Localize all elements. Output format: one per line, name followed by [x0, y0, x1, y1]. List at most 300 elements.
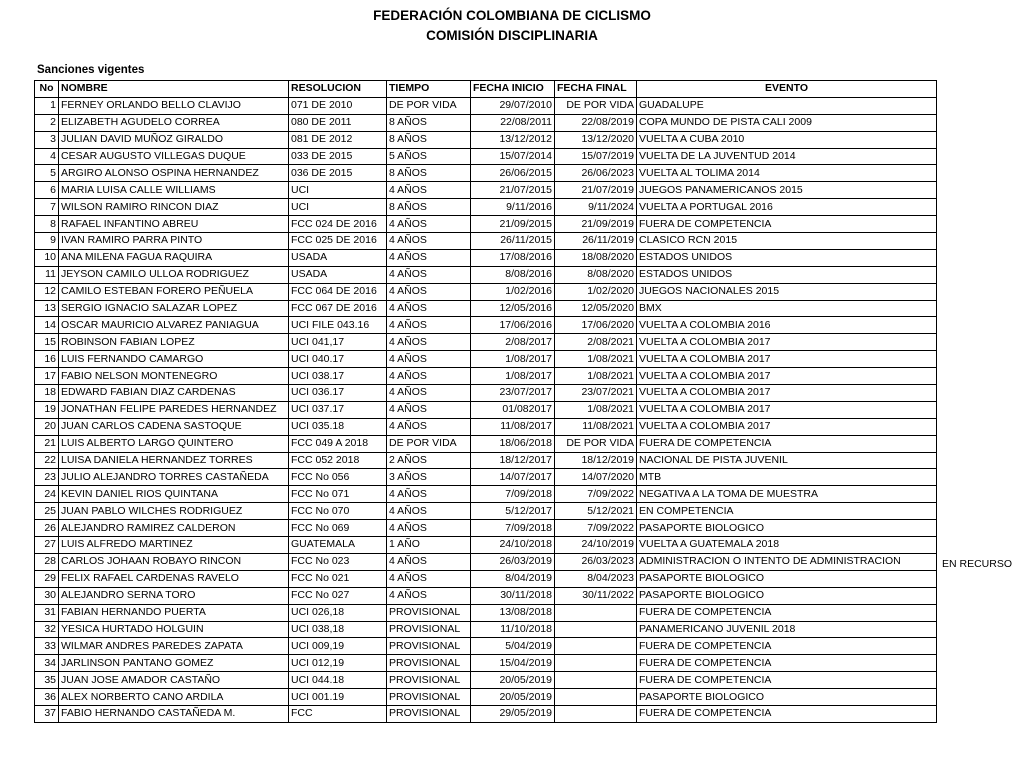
cell-resolution: FCC 025 DE 2016: [289, 233, 387, 250]
cell-end-date: [555, 621, 637, 638]
cell-resolution: FCC No 071: [289, 486, 387, 503]
cell-athlete-name: LUISA DANIELA HERNANDEZ TORRES: [59, 452, 289, 469]
appeal-note: EN RECURSO: [942, 558, 1013, 570]
cell-resolution: FCC 064 DE 2016: [289, 283, 387, 300]
cell-row-number: 24: [35, 486, 59, 503]
cell-athlete-name: JEYSON CAMILO ULLOA RODRIGUEZ: [59, 266, 289, 283]
cell-resolution: UCI 012,19: [289, 655, 387, 672]
cell-end-date: 24/10/2019: [555, 537, 637, 554]
cell-athlete-name: LUIS ALBERTO LARGO QUINTERO: [59, 435, 289, 452]
cell-start-date: 26/11/2015: [471, 233, 555, 250]
cell-event: CLASICO RCN 2015: [637, 233, 937, 250]
cell-resolution: 081 DE 2012: [289, 131, 387, 148]
cell-resolution: UCI 038.17: [289, 368, 387, 385]
cell-row-number: 32: [35, 621, 59, 638]
cell-resolution: FCC 049 A 2018: [289, 435, 387, 452]
cell-row-number: 21: [35, 435, 59, 452]
table-row: [35, 638, 937, 655]
cell-end-date: [555, 655, 637, 672]
document-title: FEDERACIÓN COLOMBIANA DE CICLISMO: [373, 8, 651, 23]
cell-end-date: 17/06/2020: [555, 317, 637, 334]
cell-resolution: FCC No 021: [289, 570, 387, 587]
cell-athlete-name: JARLINSON PANTANO GOMEZ: [59, 655, 289, 672]
cell-event: VUELTA DE LA JUVENTUD 2014: [637, 148, 937, 165]
cell-start-date: 21/07/2015: [471, 182, 555, 199]
cell-end-date: 26/06/2023: [555, 165, 637, 182]
table-row: [35, 266, 937, 283]
cell-event: JUEGOS NACIONALES 2015: [637, 283, 937, 300]
cell-sanction-time: PROVISIONAL: [387, 604, 471, 621]
cell-end-date: 12/05/2020: [555, 300, 637, 317]
cell-start-date: 01/082017: [471, 401, 555, 418]
cell-end-date: 8/04/2023: [555, 570, 637, 587]
cell-start-date: 17/06/2016: [471, 317, 555, 334]
cell-row-number: 11: [35, 266, 59, 283]
column-header-fecha-final: FECHA FINAL: [555, 81, 637, 98]
section-heading: Sanciones vigentes: [37, 64, 145, 76]
cell-athlete-name: FERNEY ORLANDO BELLO CLAVIJO: [59, 97, 289, 114]
cell-athlete-name: LUIS FERNANDO CAMARGO: [59, 351, 289, 368]
cell-event: FUERA DE COMPETENCIA: [637, 655, 937, 672]
cell-athlete-name: ROBINSON FABIAN LOPEZ: [59, 334, 289, 351]
table-row: [35, 300, 937, 317]
cell-start-date: 24/10/2018: [471, 537, 555, 554]
cell-start-date: 7/09/2018: [471, 486, 555, 503]
cell-event: FUERA DE COMPETENCIA: [637, 604, 937, 621]
cell-sanction-time: 4 AÑOS: [387, 486, 471, 503]
cell-event: VUELTA A COLOMBIA 2017: [637, 351, 937, 368]
cell-resolution: FCC No 027: [289, 587, 387, 604]
column-header-nombre: NOMBRE: [59, 81, 289, 98]
cell-end-date: [555, 672, 637, 689]
cell-event: VUELTA A COLOMBIA 2017: [637, 385, 937, 402]
table-row: [35, 216, 937, 233]
cell-start-date: 20/05/2019: [471, 672, 555, 689]
cell-event: NEGATIVA A LA TOMA DE MUESTRA: [637, 486, 937, 503]
column-header-evento: EVENTO: [637, 81, 937, 98]
cell-event: VUELTA A PORTUGAL 2016: [637, 199, 937, 216]
cell-start-date: 15/04/2019: [471, 655, 555, 672]
cell-sanction-time: 4 AÑOS: [387, 351, 471, 368]
column-header-tiempo: TIEMPO: [387, 81, 471, 98]
cell-start-date: 13/08/2018: [471, 604, 555, 621]
cell-athlete-name: ALEJANDRO RAMIREZ CALDERON: [59, 520, 289, 537]
table-row: [35, 570, 937, 587]
cell-sanction-time: 8 AÑOS: [387, 131, 471, 148]
cell-event: FUERA DE COMPETENCIA: [637, 705, 937, 722]
cell-end-date: 7/09/2022: [555, 520, 637, 537]
cell-athlete-name: FELIX RAFAEL CARDENAS RAVELO: [59, 570, 289, 587]
cell-start-date: 2/08/2017: [471, 334, 555, 351]
cell-row-number: 3: [35, 131, 59, 148]
table-row: [35, 385, 937, 402]
cell-end-date: 2/08/2021: [555, 334, 637, 351]
cell-resolution: UCI 026,18: [289, 604, 387, 621]
cell-row-number: 37: [35, 705, 59, 722]
table-row: [35, 537, 937, 554]
cell-start-date: 26/03/2019: [471, 553, 555, 570]
cell-athlete-name: EDWARD FABIAN DIAZ CARDENAS: [59, 385, 289, 402]
table-row: [35, 249, 937, 266]
table-row: [35, 553, 937, 570]
cell-resolution: UCI 044.18: [289, 672, 387, 689]
cell-start-date: 7/09/2018: [471, 520, 555, 537]
cell-start-date: 12/05/2016: [471, 300, 555, 317]
cell-sanction-time: 4 AÑOS: [387, 401, 471, 418]
cell-row-number: 1: [35, 97, 59, 114]
cell-resolution: 080 DE 2011: [289, 114, 387, 131]
cell-start-date: 13/12/2012: [471, 131, 555, 148]
sanctions-table: [34, 80, 937, 723]
table-row: [35, 97, 937, 114]
cell-start-date: 5/04/2019: [471, 638, 555, 655]
cell-event: COPA MUNDO DE PISTA CALI 2009: [637, 114, 937, 131]
table-row: [35, 689, 937, 706]
cell-sanction-time: 4 AÑOS: [387, 334, 471, 351]
column-header-no: No: [35, 81, 59, 98]
cell-athlete-name: OSCAR MAURICIO ALVAREZ PANIAGUA: [59, 317, 289, 334]
document-subtitle: COMISIÓN DISCIPLINARIA: [426, 28, 598, 43]
cell-row-number: 6: [35, 182, 59, 199]
cell-end-date: 11/08/2021: [555, 418, 637, 435]
cell-athlete-name: ALEX NORBERTO CANO ARDILA: [59, 689, 289, 706]
cell-end-date: [555, 705, 637, 722]
cell-athlete-name: YESICA HURTADO HOLGUIN: [59, 621, 289, 638]
cell-row-number: 2: [35, 114, 59, 131]
cell-end-date: 14/07/2020: [555, 469, 637, 486]
cell-start-date: 1/08/2017: [471, 368, 555, 385]
cell-resolution: UCI 041,17: [289, 334, 387, 351]
table-row: [35, 520, 937, 537]
cell-resolution: UCI 035.18: [289, 418, 387, 435]
cell-event: FUERA DE COMPETENCIA: [637, 216, 937, 233]
cell-event: EN COMPETENCIA: [637, 503, 937, 520]
cell-start-date: 21/09/2015: [471, 216, 555, 233]
cell-event: VUELTA A COLOMBIA 2016: [637, 317, 937, 334]
cell-row-number: 5: [35, 165, 59, 182]
cell-sanction-time: 4 AÑOS: [387, 283, 471, 300]
cell-athlete-name: LUIS ALFREDO MARTINEZ: [59, 537, 289, 554]
cell-start-date: 9/11/2016: [471, 199, 555, 216]
cell-end-date: 26/03/2023: [555, 553, 637, 570]
table-row: [35, 182, 937, 199]
cell-sanction-time: PROVISIONAL: [387, 672, 471, 689]
cell-resolution: FCC 024 DE 2016: [289, 216, 387, 233]
cell-sanction-time: PROVISIONAL: [387, 638, 471, 655]
cell-row-number: 34: [35, 655, 59, 672]
cell-end-date: 22/08/2019: [555, 114, 637, 131]
cell-sanction-time: 4 AÑOS: [387, 553, 471, 570]
cell-row-number: 22: [35, 452, 59, 469]
table-row: [35, 131, 937, 148]
table-row: [35, 655, 937, 672]
cell-athlete-name: FABIAN HERNANDO PUERTA: [59, 604, 289, 621]
cell-athlete-name: JULIO ALEJANDRO TORRES CASTAÑEDA: [59, 469, 289, 486]
cell-sanction-time: 4 AÑOS: [387, 368, 471, 385]
cell-start-date: 18/12/2017: [471, 452, 555, 469]
cell-sanction-time: 4 AÑOS: [387, 503, 471, 520]
cell-sanction-time: DE POR VIDA: [387, 435, 471, 452]
table-row: [35, 604, 937, 621]
cell-end-date: [555, 689, 637, 706]
cell-start-date: 29/05/2019: [471, 705, 555, 722]
table-row: [35, 469, 937, 486]
cell-start-date: 5/12/2017: [471, 503, 555, 520]
table-row: [35, 401, 937, 418]
cell-row-number: 29: [35, 570, 59, 587]
cell-row-number: 25: [35, 503, 59, 520]
cell-resolution: GUATEMALA: [289, 537, 387, 554]
cell-event: VUELTA A COLOMBIA 2017: [637, 401, 937, 418]
table-header-row: [35, 81, 937, 98]
cell-athlete-name: FABIO HERNANDO CASTAÑEDA M.: [59, 705, 289, 722]
cell-sanction-time: PROVISIONAL: [387, 655, 471, 672]
cell-event: NACIONAL DE PISTA JUVENIL: [637, 452, 937, 469]
cell-end-date: [555, 604, 637, 621]
cell-row-number: 20: [35, 418, 59, 435]
cell-athlete-name: WILMAR ANDRES PAREDES ZAPATA: [59, 638, 289, 655]
cell-athlete-name: ELIZABETH AGUDELO CORREA: [59, 114, 289, 131]
cell-resolution: 036 DE 2015: [289, 165, 387, 182]
cell-resolution: UCI: [289, 182, 387, 199]
cell-end-date: 18/08/2020: [555, 249, 637, 266]
cell-row-number: 7: [35, 199, 59, 216]
cell-event: FUERA DE COMPETENCIA: [637, 638, 937, 655]
cell-row-number: 35: [35, 672, 59, 689]
cell-start-date: 1/02/2016: [471, 283, 555, 300]
cell-row-number: 16: [35, 351, 59, 368]
cell-sanction-time: 4 AÑOS: [387, 385, 471, 402]
cell-athlete-name: JONATHAN FELIPE PAREDES HERNANDEZ: [59, 401, 289, 418]
table-row: [35, 418, 937, 435]
cell-event: PASAPORTE BIOLOGICO: [637, 570, 937, 587]
cell-event: GUADALUPE: [637, 97, 937, 114]
cell-start-date: 11/08/2017: [471, 418, 555, 435]
table-row: [35, 621, 937, 638]
cell-sanction-time: 4 AÑOS: [387, 520, 471, 537]
cell-resolution: UCI FILE 043.16: [289, 317, 387, 334]
cell-resolution: FCC No 056: [289, 469, 387, 486]
cell-event: PASAPORTE BIOLOGICO: [637, 587, 937, 604]
cell-event: VUELTA A COLOMBIA 2017: [637, 368, 937, 385]
cell-row-number: 26: [35, 520, 59, 537]
cell-end-date: 21/07/2019: [555, 182, 637, 199]
cell-start-date: 15/07/2014: [471, 148, 555, 165]
table-row: [35, 435, 937, 452]
table-row: [35, 587, 937, 604]
cell-row-number: 4: [35, 148, 59, 165]
cell-resolution: UCI 037.17: [289, 401, 387, 418]
cell-resolution: FCC No 023: [289, 553, 387, 570]
cell-end-date: 30/11/2022: [555, 587, 637, 604]
cell-sanction-time: 3 AÑOS: [387, 469, 471, 486]
cell-event: VUELTA AL TOLIMA 2014: [637, 165, 937, 182]
cell-row-number: 31: [35, 604, 59, 621]
cell-athlete-name: RAFAEL INFANTINO ABREU: [59, 216, 289, 233]
cell-end-date: 26/11/2019: [555, 233, 637, 250]
cell-event: VUELTA A COLOMBIA 2017: [637, 418, 937, 435]
cell-row-number: 14: [35, 317, 59, 334]
cell-sanction-time: 2 AÑOS: [387, 452, 471, 469]
cell-sanction-time: 4 AÑOS: [387, 317, 471, 334]
cell-end-date: 15/07/2019: [555, 148, 637, 165]
table-row: [35, 672, 937, 689]
cell-sanction-time: 4 AÑOS: [387, 418, 471, 435]
cell-end-date: 1/08/2021: [555, 401, 637, 418]
cell-resolution: UCI: [289, 199, 387, 216]
cell-sanction-time: 1 AÑO: [387, 537, 471, 554]
cell-row-number: 27: [35, 537, 59, 554]
cell-start-date: 22/08/2011: [471, 114, 555, 131]
cell-athlete-name: MARIA LUISA CALLE WILLIAMS: [59, 182, 289, 199]
cell-start-date: 26/06/2015: [471, 165, 555, 182]
cell-resolution: 033 DE 2015: [289, 148, 387, 165]
cell-start-date: 30/11/2018: [471, 587, 555, 604]
cell-row-number: 13: [35, 300, 59, 317]
cell-end-date: 7/09/2022: [555, 486, 637, 503]
cell-athlete-name: ARGIRO ALONSO OSPINA HERNANDEZ: [59, 165, 289, 182]
cell-event: FUERA DE COMPETENCIA: [637, 672, 937, 689]
cell-sanction-time: 4 AÑOS: [387, 570, 471, 587]
cell-row-number: 33: [35, 638, 59, 655]
cell-sanction-time: PROVISIONAL: [387, 689, 471, 706]
table-row: [35, 503, 937, 520]
cell-athlete-name: CARLOS JOHAAN ROBAYO RINCON: [59, 553, 289, 570]
table-body: [35, 97, 937, 722]
cell-athlete-name: WILSON RAMIRO RINCON DIAZ: [59, 199, 289, 216]
cell-resolution: FCC: [289, 705, 387, 722]
table-row: [35, 114, 937, 131]
cell-event: VUELTA A GUATEMALA 2018: [637, 537, 937, 554]
table-row: [35, 351, 937, 368]
cell-athlete-name: FABIO NELSON MONTENEGRO: [59, 368, 289, 385]
cell-start-date: 23/07/2017: [471, 385, 555, 402]
cell-athlete-name: SERGIO IGNACIO SALAZAR LOPEZ: [59, 300, 289, 317]
cell-athlete-name: JUAN PABLO WILCHES RODRIGUEZ: [59, 503, 289, 520]
cell-start-date: 8/08/2016: [471, 266, 555, 283]
cell-start-date: 18/06/2018: [471, 435, 555, 452]
cell-event: VUELTA A CUBA 2010: [637, 131, 937, 148]
cell-sanction-time: 4 AÑOS: [387, 249, 471, 266]
cell-sanction-time: DE POR VIDA: [387, 97, 471, 114]
cell-resolution: UCI 009,19: [289, 638, 387, 655]
cell-row-number: 18: [35, 385, 59, 402]
cell-event: BMX: [637, 300, 937, 317]
cell-end-date: DE POR VIDA: [555, 97, 637, 114]
cell-sanction-time: 4 AÑOS: [387, 216, 471, 233]
cell-row-number: 15: [35, 334, 59, 351]
cell-sanction-time: 4 AÑOS: [387, 182, 471, 199]
cell-athlete-name: JUAN JOSE AMADOR CASTAÑO: [59, 672, 289, 689]
cell-athlete-name: CAMILO ESTEBAN FORERO PEÑUELA: [59, 283, 289, 300]
cell-row-number: 30: [35, 587, 59, 604]
cell-end-date: 18/12/2019: [555, 452, 637, 469]
cell-end-date: 8/08/2020: [555, 266, 637, 283]
cell-event: ADMINISTRACION O INTENTO DE ADMINISTRACION: [637, 553, 937, 570]
table-row: [35, 334, 937, 351]
cell-end-date: 1/08/2021: [555, 351, 637, 368]
cell-start-date: 29/07/2010: [471, 97, 555, 114]
cell-athlete-name: KEVIN DANIEL RIOS QUINTANA: [59, 486, 289, 503]
column-header-fecha-inicio: FECHA INICIO: [471, 81, 555, 98]
cell-row-number: 8: [35, 216, 59, 233]
cell-resolution: UCI 001.19: [289, 689, 387, 706]
cell-start-date: 8/04/2019: [471, 570, 555, 587]
table-row: [35, 199, 937, 216]
cell-end-date: 5/12/2021: [555, 503, 637, 520]
cell-row-number: 28: [35, 553, 59, 570]
cell-row-number: 36: [35, 689, 59, 706]
cell-end-date: 1/08/2021: [555, 368, 637, 385]
cell-start-date: 17/08/2016: [471, 249, 555, 266]
cell-event: JUEGOS PANAMERICANOS 2015: [637, 182, 937, 199]
cell-resolution: FCC No 069: [289, 520, 387, 537]
table-row: [35, 317, 937, 334]
cell-resolution: USADA: [289, 249, 387, 266]
cell-resolution: USADA: [289, 266, 387, 283]
table-row: [35, 368, 937, 385]
cell-end-date: [555, 638, 637, 655]
cell-row-number: 23: [35, 469, 59, 486]
cell-event: VUELTA A COLOMBIA 2017: [637, 334, 937, 351]
cell-sanction-time: 4 AÑOS: [387, 233, 471, 250]
cell-resolution: FCC No 070: [289, 503, 387, 520]
cell-row-number: 19: [35, 401, 59, 418]
cell-resolution: FCC 067 DE 2016: [289, 300, 387, 317]
cell-sanction-time: 8 AÑOS: [387, 114, 471, 131]
cell-end-date: 21/09/2019: [555, 216, 637, 233]
cell-athlete-name: JUAN CARLOS CADENA SASTOQUE: [59, 418, 289, 435]
cell-end-date: 1/02/2020: [555, 283, 637, 300]
table-row: [35, 283, 937, 300]
table-row: [35, 486, 937, 503]
cell-sanction-time: 4 AÑOS: [387, 266, 471, 283]
cell-resolution: UCI 038,18: [289, 621, 387, 638]
cell-row-number: 12: [35, 283, 59, 300]
cell-athlete-name: ANA MILENA FAGUA RAQUIRA: [59, 249, 289, 266]
cell-sanction-time: 5 AÑOS: [387, 148, 471, 165]
cell-start-date: 14/07/2017: [471, 469, 555, 486]
cell-athlete-name: CESAR AUGUSTO VILLEGAS DUQUE: [59, 148, 289, 165]
cell-end-date: 23/07/2021: [555, 385, 637, 402]
cell-end-date: 9/11/2024: [555, 199, 637, 216]
table-row: [35, 165, 937, 182]
cell-sanction-time: PROVISIONAL: [387, 705, 471, 722]
cell-event: ESTADOS UNIDOS: [637, 249, 937, 266]
table-row: [35, 705, 937, 722]
cell-row-number: 17: [35, 368, 59, 385]
table-row: [35, 452, 937, 469]
cell-row-number: 9: [35, 233, 59, 250]
cell-athlete-name: JULIAN DAVID MUÑOZ GIRALDO: [59, 131, 289, 148]
cell-resolution: UCI 036.17: [289, 385, 387, 402]
cell-athlete-name: IVAN RAMIRO PARRA PINTO: [59, 233, 289, 250]
cell-event: ESTADOS UNIDOS: [637, 266, 937, 283]
cell-end-date: 13/12/2020: [555, 131, 637, 148]
cell-resolution: 071 DE 2010: [289, 97, 387, 114]
cell-event: PASAPORTE BIOLOGICO: [637, 689, 937, 706]
cell-event: PASAPORTE BIOLOGICO: [637, 520, 937, 537]
cell-event: FUERA DE COMPETENCIA: [637, 435, 937, 452]
cell-start-date: 20/05/2019: [471, 689, 555, 706]
cell-event: PANAMERICANO JUVENIL 2018: [637, 621, 937, 638]
cell-start-date: 11/10/2018: [471, 621, 555, 638]
cell-start-date: 1/08/2017: [471, 351, 555, 368]
cell-end-date: DE POR VIDA: [555, 435, 637, 452]
cell-resolution: UCI 040.17: [289, 351, 387, 368]
table-row: [35, 148, 937, 165]
cell-sanction-time: 4 AÑOS: [387, 587, 471, 604]
